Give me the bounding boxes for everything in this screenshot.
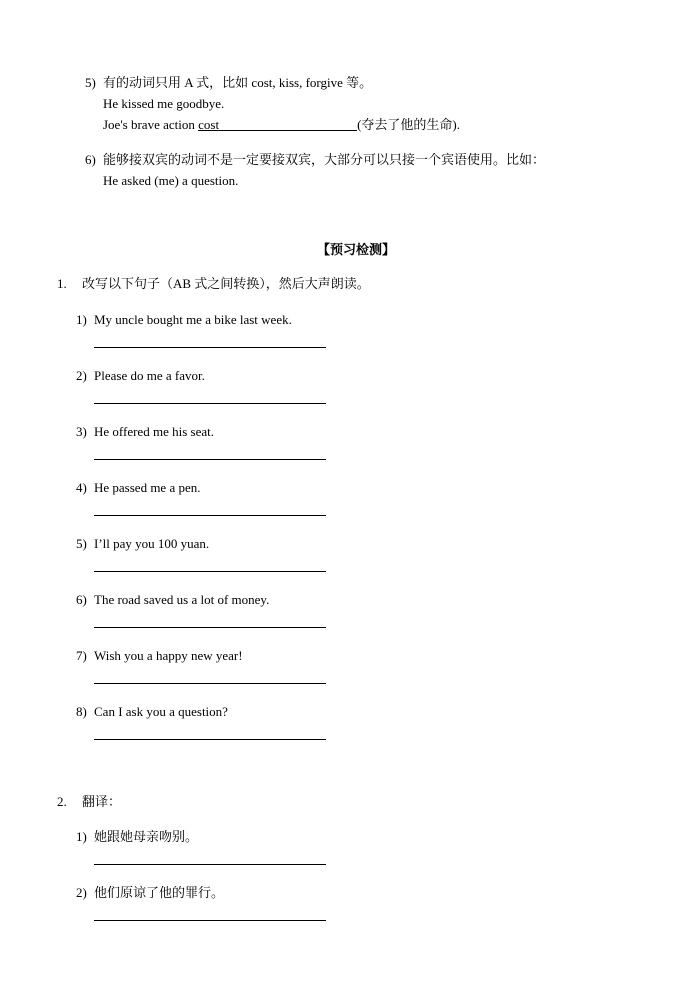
- q1-item-number: 2): [76, 368, 87, 383]
- q1-item-number: 6): [76, 592, 87, 607]
- q1-prompt: 改写以下句子（AB 式之间转换），然后大声朗读。: [82, 276, 370, 291]
- q1-item-sentence: Can I ask you a question?: [94, 704, 228, 719]
- q1-item-answer-line[interactable]: [94, 459, 326, 460]
- note-6-example-1: He asked (me) a question.: [103, 173, 239, 188]
- q1-item-number: 5): [76, 536, 87, 551]
- q1-item-answer-line[interactable]: [94, 403, 326, 404]
- note-5-example-2-prefix: Joe's brave action: [103, 117, 199, 132]
- note-5-example-1: He kissed me goodbye.: [103, 96, 225, 111]
- q1-item-sentence: The road saved us a lot of money.: [94, 592, 270, 607]
- q1-item-number: 7): [76, 648, 87, 663]
- q1-item-number: 8): [76, 704, 87, 719]
- q1-item-sentence: My uncle bought me a bike last week.: [94, 312, 292, 327]
- q1-item-answer-line[interactable]: [94, 515, 326, 516]
- note-5-example-2: [103, 116, 460, 134]
- q2-item-sentence: 她跟她母亲吻别。: [94, 829, 199, 844]
- q1-item-sentence: Please do me a favor.: [94, 368, 205, 383]
- q2-item-answer-line[interactable]: [94, 864, 326, 865]
- q1-item-sentence: He passed me a pen.: [94, 480, 201, 495]
- q2-item-number: 1): [76, 829, 87, 844]
- q1-item-answer-line[interactable]: [94, 739, 326, 740]
- q1-item-number: 4): [76, 480, 87, 495]
- q2-item-sentence: 他们原谅了他的罪行。: [94, 885, 225, 900]
- note-5-blank[interactable]: [219, 116, 357, 131]
- q1-item-number: 1): [76, 312, 87, 327]
- note-5-number: 5): [85, 75, 96, 90]
- q1-item-number: 3): [76, 424, 87, 439]
- q1-item-answer-line[interactable]: [94, 571, 326, 572]
- note-5-example-2-word: cost: [198, 117, 220, 132]
- note-5-text: 有的动词只用 A 式，比如 cost, kiss, forgive 等。: [103, 75, 373, 90]
- q2-item-number: 2): [76, 885, 87, 900]
- q2-number: 2.: [57, 794, 67, 809]
- q2-item-answer-line[interactable]: [94, 920, 326, 921]
- q1-item-sentence: I’ll pay you 100 yuan.: [94, 536, 210, 551]
- note-5-example-2-suffix: (夺去了他的生命).: [357, 117, 460, 132]
- q1-item-sentence: Wish you a happy new year!: [94, 648, 243, 663]
- note-6-text: 能够接双宾的动词不是一定要接双宾，大部分可以只接一个宾语使用。比如：: [103, 152, 546, 167]
- note-6-number: 6): [85, 152, 96, 167]
- q1-item-answer-line[interactable]: [94, 627, 326, 628]
- q1-number: 1.: [57, 276, 67, 291]
- q1-item-answer-line[interactable]: [94, 683, 326, 684]
- section-title: 【预习检测】: [316, 242, 395, 257]
- q2-prompt: 翻译：: [82, 794, 122, 809]
- q1-item-sentence: He offered me his seat.: [94, 424, 214, 439]
- q1-item-answer-line[interactable]: [94, 347, 326, 348]
